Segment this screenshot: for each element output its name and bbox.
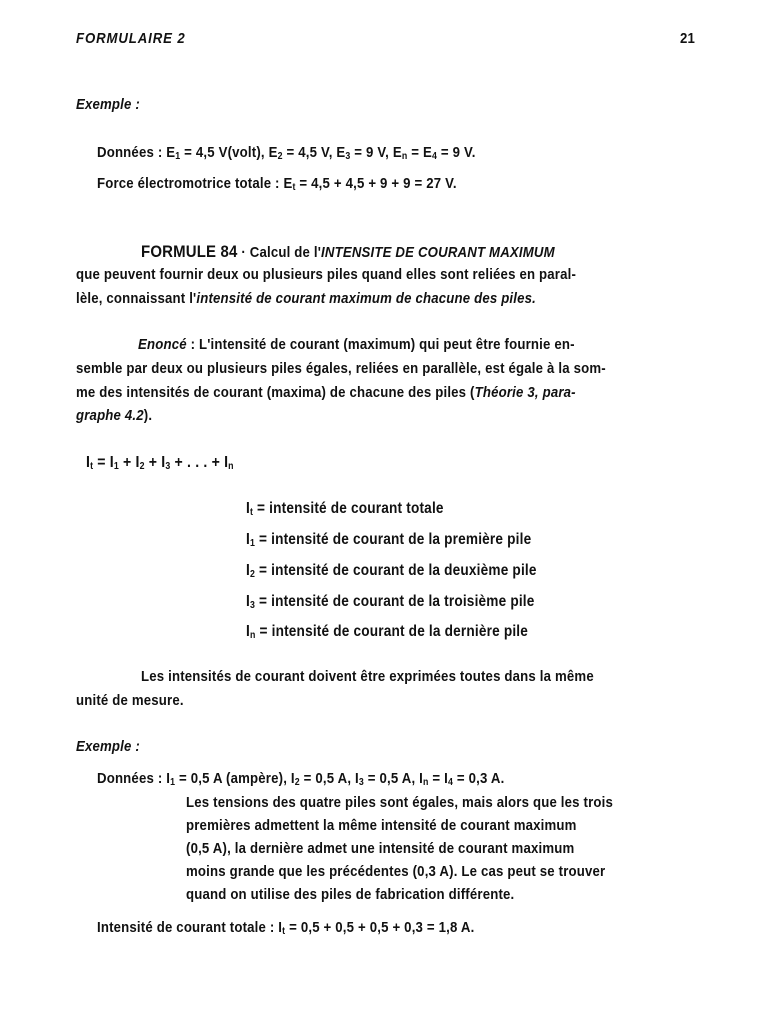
val: = 0,5 + 0,5 + 0,5 + 0,3 = 1,8 A. <box>285 919 475 936</box>
note-line: unité de mesure. <box>76 692 184 709</box>
val: = <box>428 770 445 787</box>
formula-line <box>76 290 536 307</box>
sub: 1 <box>170 777 176 788</box>
text: ). <box>143 407 153 424</box>
sub: 2 <box>294 777 300 788</box>
example-desc-line: Les tensions des quatre piles sont égales, mais alors que les trois <box>186 794 614 811</box>
op: + <box>118 454 136 471</box>
definition-item <box>246 500 444 518</box>
enonce-line <box>76 407 152 424</box>
sub: 1 <box>113 461 119 472</box>
sub: 1 <box>175 151 181 162</box>
sym: I <box>278 919 283 936</box>
op: = <box>93 454 110 471</box>
sub: 2 <box>277 151 283 162</box>
enonce-line: semble par deux ou plusieurs piles égales, reliées en parallèle, est égale à la som- <box>76 360 606 377</box>
sub: t <box>282 926 286 937</box>
sub: t <box>292 182 296 193</box>
sym: E <box>283 175 293 192</box>
val: = 0,5 A, <box>299 770 356 787</box>
enonce-label: Enoncé <box>138 336 187 353</box>
formula-line: que peuvent fournir deux ou plusieurs piles quand elles sont reliées en paral- <box>76 266 577 283</box>
sub: 4 <box>447 777 454 788</box>
example-heading: Exemple : <box>76 96 140 113</box>
text: lèle, connaissant l' <box>76 290 197 307</box>
label: Données : <box>97 770 167 787</box>
text-italic: intensité de courant maximum de chacune des piles. <box>196 290 537 307</box>
definition-item <box>246 562 537 580</box>
sym: I <box>290 770 295 787</box>
sym: I <box>355 770 359 787</box>
op: + <box>144 454 162 471</box>
example-total-line <box>97 919 474 937</box>
sub: 3 <box>345 151 351 162</box>
sub: n <box>228 461 234 472</box>
sym: I <box>224 454 229 471</box>
text: = intensité de courant totale <box>253 500 444 517</box>
sub: 3 <box>358 777 364 788</box>
val: = <box>407 144 423 161</box>
sym: I <box>444 770 448 787</box>
label: Force électromotrice totale : <box>97 175 284 192</box>
example-data-line <box>97 144 476 162</box>
text-italic: graphe 4.2 <box>76 407 144 424</box>
enonce-line <box>76 384 576 401</box>
sym: I <box>166 770 171 787</box>
sub: n <box>401 151 408 162</box>
sym: I <box>419 770 423 787</box>
example-data-line <box>97 770 504 788</box>
val: = 4,5 V, <box>282 144 337 161</box>
sub: n <box>249 630 256 641</box>
sym: E <box>392 144 402 161</box>
sym: I <box>109 454 114 471</box>
sym: I <box>246 531 250 548</box>
label: Données : <box>97 144 167 161</box>
label: Intensité de courant totale : <box>97 919 279 936</box>
formula-title-line <box>141 242 555 262</box>
example-desc-line: quand on utilise des piles de fabrication différente. <box>186 886 515 903</box>
definition-item <box>246 593 535 611</box>
sym: I <box>135 454 140 471</box>
example-desc-line: moins grande que les précédentes (0,3 A). Le cas peut se trouver <box>186 863 606 880</box>
formula-number: FORMULE 84 <box>141 242 238 261</box>
example-heading: Exemple : <box>76 738 140 755</box>
sym: E <box>422 144 432 161</box>
example-desc-line: premières admettent la même intensité de courant maximum <box>186 817 577 834</box>
sym: I <box>246 623 250 640</box>
text-italic: Théorie 3, para- <box>474 384 576 401</box>
text: = intensité de courant de la dernière pile <box>255 623 529 640</box>
sym: E <box>336 144 346 161</box>
sub: 3 <box>165 461 171 472</box>
sym: I <box>161 454 166 471</box>
val: = 9 V. <box>437 144 476 161</box>
sub: n <box>422 777 429 788</box>
val: = 0,3 A. <box>453 770 505 787</box>
text: = intensité de courant de la première pile <box>255 531 532 548</box>
sub: t <box>90 461 94 472</box>
op: + . . . + <box>170 454 225 471</box>
sym: I <box>246 562 250 579</box>
val: = 9 V, <box>350 144 393 161</box>
sym: I <box>246 593 250 610</box>
running-header-title: FORMULAIRE 2 <box>76 30 186 47</box>
text-italic: INTENSITE DE COURANT MAXIMUM <box>321 244 555 261</box>
example-total-line <box>97 175 457 193</box>
val: = 4,5 + 4,5 + 9 + 9 = 27 V. <box>295 175 457 192</box>
enonce-line <box>138 336 575 353</box>
val: = 0,5 A, <box>363 770 420 787</box>
sub: t <box>249 507 254 518</box>
sym: E <box>166 144 176 161</box>
definition-item <box>246 531 531 549</box>
note-line: Les intensités de courant doivent être exprimées toutes dans la même <box>141 668 594 685</box>
text: : L'intensité de courant (maximum) qui peut être fournie en- <box>186 336 575 353</box>
sub: 1 <box>249 538 256 549</box>
sym: I <box>246 500 250 517</box>
main-equation <box>86 454 234 472</box>
sym: E <box>268 144 278 161</box>
sub: 2 <box>249 569 256 580</box>
definition-item <box>246 623 528 641</box>
text: · Calcul de l' <box>237 244 322 261</box>
sub: 3 <box>249 600 256 611</box>
sub: 2 <box>139 461 145 472</box>
val: = 4,5 V(volt), <box>180 144 269 161</box>
sub: 4 <box>431 151 438 162</box>
text: me des intensités de courant (maxima) de chacune des piles ( <box>76 384 475 401</box>
page-number: 21 <box>680 30 696 47</box>
text: = intensité de courant de la deuxième pile <box>255 562 537 579</box>
example-desc-line: (0,5 A), la dernière admet une intensité de courant maximum <box>186 840 575 857</box>
val: = 0,5 A (ampère), <box>175 770 291 787</box>
text: = intensité de courant de la troisième pile <box>255 593 535 610</box>
sym: I <box>86 454 91 471</box>
